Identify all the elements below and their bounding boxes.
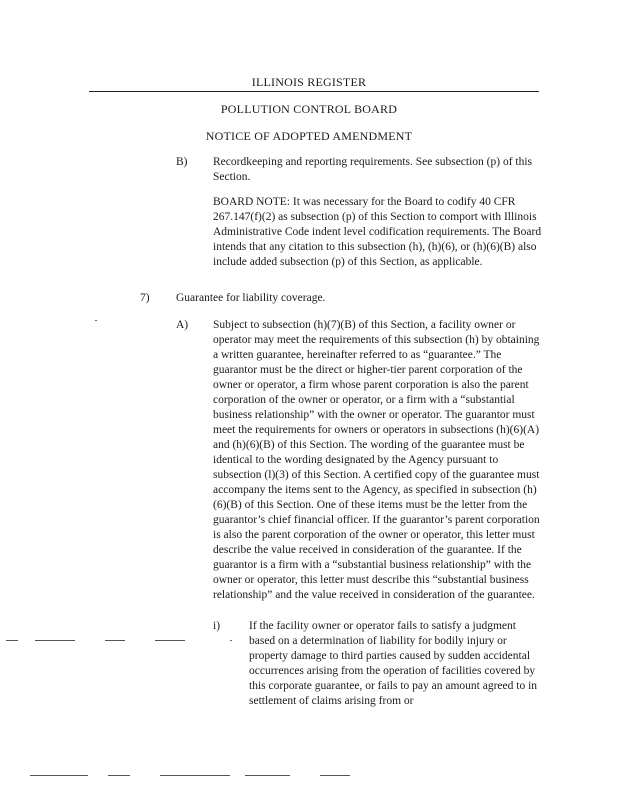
scan-speck: [95, 320, 97, 321]
scan-speck: [230, 640, 232, 641]
scan-streak: [35, 640, 75, 641]
footer-streak: [160, 775, 230, 776]
scan-streak: [6, 640, 18, 641]
scan-streak: [105, 640, 125, 641]
item-b-text: Recordkeeping and reporting requirements. See subsection (p) of this Section.: [213, 156, 533, 183]
item-b-label: B): [176, 156, 188, 168]
item-a-label: A): [176, 319, 189, 331]
register-title: ILLINOIS REGISTER: [251, 75, 367, 89]
item-i-text: If the facility owner or operator fails to satisfy a judgment based on a determination of liability for bodily injury or property damage to third parties caused by sudden accidental occurrences arising from the operation of facilities covered by this corporate guarantee, or fails to pay an amount agreed to in settlement of claims arising from or: [249, 620, 538, 707]
board-note: BOARD NOTE: It was necessary for the Board to codify 40 CFR 267.147(f)(2) as subsection (p) of this Section to comport with Illinois Administrative Code indent level codification requirements. The Board intends that any citation to this subsection (h), (h)(6), or (h)(6)(B) also include added subsection (p) of this Section, as applicable.: [213, 196, 542, 268]
notice-title: NOTICE OF ADOPTED AMENDMENT: [205, 129, 413, 143]
board-title: POLLUTION CONTROL BOARD: [220, 102, 398, 116]
item-a-text: Subject to subsection (h)(7)(B) of this Section, a facility owner or operator may meet the requirements of this subsection (h) by obtaining a written guarantee, hereinafter referred to as “guarantee.” The guarantor must be the direct or higher-tier parent corporation of the owner or operator, a firm whose parent corporation is also the parent corporation of the owner or operator, or a firm with a “substantial business relationship” with the owner or operator. The guarantor must meet the requirements for owners or operators in subsections (h)(6)(A) and (h)(6)(B) of this Section. The wording of the guarantee must be identical to the wording designated by the Agency pursuant to subsection (l)(3) of this Section. A certified copy of the guarantee must accompany the items sent to the Agency, as specified in subsection (h)(6)(B) of this Section. One of these items must be the letter from the guarantor’s chief financial officer. If the guarantor’s parent corporation is also the parent corporation of the owner or operator, this letter must describe the value received in consideration of the guarantee. If the guarantor is a firm with a “substantial business relationship” with the owner or operator, this letter must describe this “substantial business relationship” and the value received in consideration of the guarantee.: [213, 319, 540, 601]
scan-streak: [155, 640, 185, 641]
item-7-label: 7): [140, 292, 150, 304]
footer-streak: [320, 775, 350, 776]
item-7-text: Guarantee for liability coverage.: [176, 292, 326, 304]
item-i-label: i): [213, 620, 221, 632]
footer-streak: [245, 775, 290, 776]
header-rule: [89, 91, 539, 92]
footer-streak: [108, 775, 130, 776]
footer-streak: [30, 775, 88, 776]
